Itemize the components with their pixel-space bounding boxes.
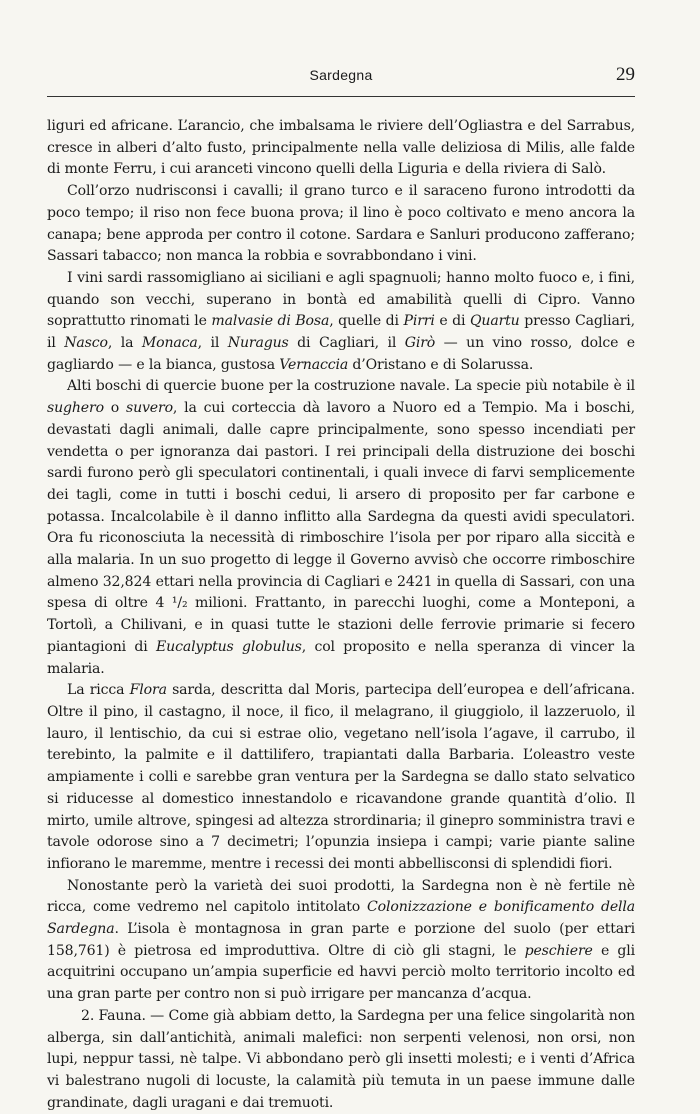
italic-term: Eucalyptus globulus — [156, 638, 302, 655]
text-run: — un vino rosso, dolce e gagliardo — e la bianca, gustosa — [47, 335, 636, 373]
paragraph-fauna: 2. Fauna. — Come già abbiam detto, la Sardegna per una felice singolarità non alberga, sin dall’antichità, animali malefici: non serpenti velenosi, non orsi, non lupi, neppur tassi, nè talpe. Vi abbondano però gli insetti molesti; e i venti d’Africa vi balestrano nugoli di locuste, la calamità più temuta in un paese immune dalle grandinate, dagli uragani e dai tremuoti. — [47, 1007, 635, 1111]
italic-term: Quartu — [470, 313, 520, 330]
paragraph-forests — [47, 376, 635, 680]
italic-term: Colonizzazione e bonificamento della Sardegna — [47, 899, 635, 938]
italic-term: Flora — [129, 682, 167, 699]
italic-term: Pirri — [403, 313, 435, 330]
running-head — [47, 64, 635, 88]
text-run: I vini sardi rassomigliano ai siciliani e agli spagnuoli; hanno molto fuoco e, i fini, quando son vecchi, superano in bontà ed amabilità quelli di Cipro. Vanno soprattutto rinomati le — [47, 269, 635, 330]
italic-term: malvasie di Bosa — [211, 313, 330, 330]
text-run: , il — [197, 335, 228, 352]
italic-term: suvero — [125, 400, 173, 417]
text-run: . L’isola è montagnosa in gran parte e porzione del suolo (per ettari 158,761) è pietrosa ed improduttiva. Oltre di ciò gli stagni, le — [47, 921, 635, 959]
text-run: e di — [434, 313, 470, 330]
text-run: La ricca — [67, 682, 130, 699]
italic-term: Girò — [404, 335, 436, 352]
italic-term: Monaca — [141, 335, 198, 352]
italic-term: sughero — [47, 400, 104, 417]
paragraph-wines — [47, 268, 635, 377]
text-run: o — [103, 400, 126, 417]
text-run: , la — [107, 335, 142, 352]
italic-term: peschiere — [524, 942, 593, 959]
text-run: , col proposito e nella speranza di vincer la malaria. — [47, 638, 635, 677]
italic-term: Nuragus — [227, 335, 289, 352]
body-text — [47, 116, 635, 1114]
page-number: 29 — [616, 64, 635, 85]
text-run: Nonostante però la varietà dei suoi prodotti, la Sardegna non è nè fertile nè ricca, come vedremo nel capitolo intitolato — [47, 877, 635, 916]
paragraph-crops: Coll’orzo nudrisconsi i cavalli; il grano turco e il saraceno furono introdotti da poco tempo; il riso non fece buona prova; il lino è poco coltivato e meno ancora la canapa; bene approda per contro il cotone. Sardara e Sanluri producono zafferano; Sassari tabacco; non manca la robbia e sovrabbondano i vini. — [47, 183, 635, 265]
running-title: Sardegna — [309, 67, 373, 83]
text-run: e gli acquitrini occupano un’ampia superficie ed havvi perciò molto territorio incolto ed una gran parte per contro non si può irrigare per mancanza d’acqua. — [47, 942, 635, 1003]
text-run: di Cagliari, il — [288, 335, 405, 352]
paragraph-fertility — [47, 876, 635, 1006]
header-rule — [47, 96, 635, 97]
text-run: presso Cagliari, il — [47, 313, 635, 352]
italic-term: Vernaccia — [279, 356, 349, 373]
text-run: d’Oristano e di Solarussa. — [348, 356, 534, 373]
book-page — [47, 0, 636, 1111]
text-run: Alti boschi di quercie buone per la costruzione navale. La specie più notabile è il — [67, 378, 635, 395]
text-run: sarda, descritta dal Moris, partecipa dell’europea e dell’africana. Oltre il pino, il castagno, il noce, il fico, il melagrano, il giuggiolo, il lazzeruolo, il lauro, il lentischio, da cui si estrae olio, vegetano nell’isola l’agave, il carrubo, il terebinto, la palmite e il dattilifero, trapiantati dalla Barbaria. L’oleastro veste ampiamente i colli e sarebbe gran ventura per la Sardegna se dallo stato selvatico si riducesse al domestico innestandolo e ricavandone grande quantità d’olio. Il mirto, umile altrove, spingesi ad altezza strordinaria; il ginepro somministra travi e tavole odorose sino a 7 decimetri; l’opunzia insiepa i campi; varie piante saline infiorano le maremme, mentre i recessi dei monti abbellisconsi di splendidi fiori. — [47, 682, 635, 872]
italic-term: Nasco — [64, 335, 108, 352]
text-run: , quelle di — [329, 313, 404, 330]
text-run: , la cui corteccia dà lavoro a Nuoro ed a Tempio. Ma i boschi, devastati dagli animali, dalle capre principalmente, sono spesso incendiati per vendetta o per ignoranza dai pastori. I rei principali della distruzione dei boschi sardi furono però gli speculatori continentali, i quali invece di farvi semplicemente dei tagli, come in tutti i boschi cedui, li arsero di proposito per far carbone e potassa. Incalcolabile è il danno inflitto alla Sardegna da questi avidi speculatori. Ora fu riconosciuta la necessità di rimboschire l’isola per por riparo alla siccità e alla malaria. In un suo progetto di legge il Governo avvisò che occorre rimboschire almeno 32,824 ettari nella provincia di Cagliari e 2421 in quella di Sassari, con una spesa di oltre 4 ¹/₂ milioni. Frattanto, in parecchi luoghi, come a Monteponi, a Tortolì, a Chilivani, e in quasi tutte le stazioni delle ferrovie primarie si fecero piantagioni di — [47, 400, 635, 655]
paragraph-flora — [47, 680, 635, 875]
paragraph-oranges: liguri ed africane. L’arancio, che imbalsama le riviere dell’Ogliastra e del Sarrabus, cresce in alberi d’alto fusto, principalmente nella valle deliziosa di Milis, alle falde di monte Ferru, i cui aranceti vincono quelli della Liguria e della riviera di Salò. — [47, 118, 635, 178]
